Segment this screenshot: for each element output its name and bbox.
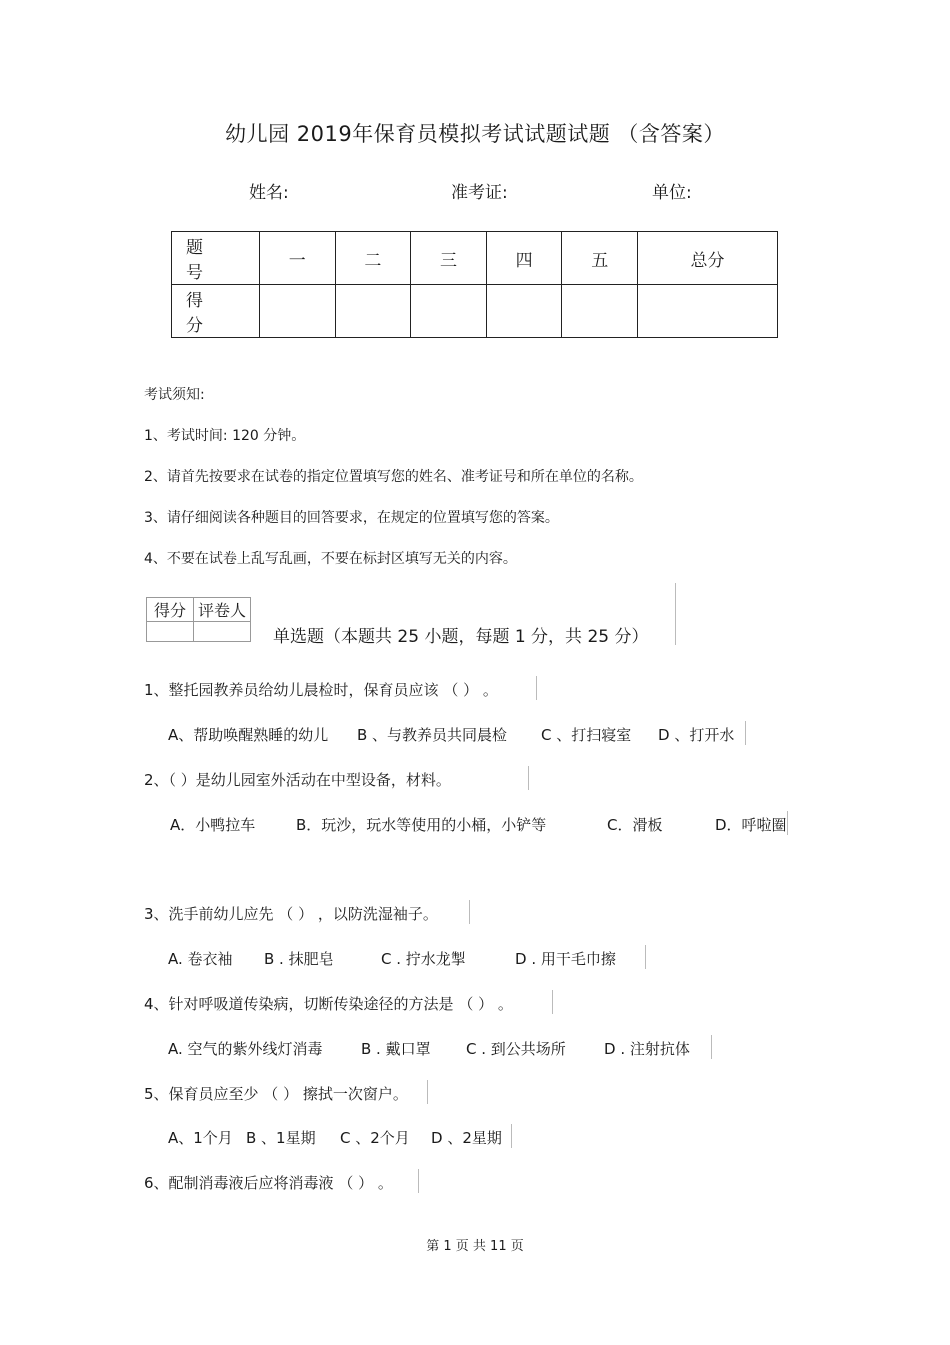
unit-field-label: 单位: xyxy=(652,183,692,203)
score-table-col-total: 总分 xyxy=(638,232,778,285)
option-d: D．呼啦圈 xyxy=(715,816,787,834)
divider xyxy=(418,1169,419,1193)
score-cell xyxy=(411,285,487,338)
score-table-score-label: 得 分 xyxy=(172,285,260,338)
score-table-col-5: 五 xyxy=(562,232,638,285)
notice-item: 2、请首先按要求在试卷的指定位置填写您的姓名、准考证号和所在单位的名称。 xyxy=(144,469,643,485)
score-table-col-1: 一 xyxy=(260,232,336,285)
notice-item: 1、考试时间: 120 分钟。 xyxy=(144,428,306,444)
question-stem: 3、洗手前幼儿应先 （ ） ，以防洗湿袖子。 xyxy=(144,905,438,923)
divider xyxy=(528,766,529,790)
option-c: C 、2个月 xyxy=(340,1129,410,1147)
divider xyxy=(469,900,470,924)
question-stem: 1、整托园教养员给幼儿晨检时，保育员应该 （ ） 。 xyxy=(144,681,498,699)
score-table-score-row xyxy=(172,285,778,338)
score-cell xyxy=(486,285,562,338)
option-c: C . 拧水龙掣 xyxy=(381,950,466,968)
grader-box xyxy=(146,597,251,642)
divider xyxy=(511,1124,512,1148)
option-a: A、1个月 xyxy=(168,1129,233,1147)
option-a: A. 空气的紫外线灯消毒 xyxy=(168,1040,323,1058)
option-a: A．小鸭拉车 xyxy=(170,816,256,834)
question-stem: 2、（ ）是幼儿园室外活动在中型设备，材料。 xyxy=(144,771,451,789)
option-b: B 、与教养员共同晨检 xyxy=(357,726,508,744)
score-table-col-4: 四 xyxy=(486,232,562,285)
question-stem: 4、针对呼吸道传染病，切断传染途径的方法是 （ ） 。 xyxy=(144,995,513,1013)
option-c: C 、打扫寝室 xyxy=(541,726,632,744)
option-d: D . 注射抗体 xyxy=(604,1040,690,1058)
notice-heading: 考试须知: xyxy=(144,387,205,403)
score-cell xyxy=(260,285,336,338)
score-cell xyxy=(638,285,778,338)
score-cell xyxy=(335,285,411,338)
option-b: B . 抹肥皂 xyxy=(264,950,334,968)
notice-item: 4、不要在试卷上乱写乱画，不要在标封区填写无关的内容。 xyxy=(144,551,517,567)
name-field-label: 姓名: xyxy=(249,183,289,203)
notice-item: 3、请仔细阅读各种题目的回答要求，在规定的位置填写您的答案。 xyxy=(144,510,559,526)
grader-name-cell xyxy=(194,622,251,642)
page-title: 幼儿园 2019年保育员模拟考试试题试题 （含答案） xyxy=(225,122,725,146)
question-stem: 6、配制消毒液后应将消毒液 （ ） 。 xyxy=(144,1174,393,1192)
score-table-col-2: 二 xyxy=(335,232,411,285)
score-table-header-row xyxy=(172,232,778,285)
question-stem: 5、保育员应至少 （ ） 擦拭一次窗户。 xyxy=(144,1085,408,1103)
divider xyxy=(536,676,537,700)
option-b: B . 戴口罩 xyxy=(361,1040,431,1058)
option-b: B 、1星期 xyxy=(246,1129,316,1147)
exam-id-field-label: 准考证: xyxy=(451,183,508,203)
score-cell xyxy=(562,285,638,338)
grader-score-cell xyxy=(147,622,194,642)
option-c: C . 到公共场所 xyxy=(466,1040,566,1058)
option-a: A、帮助唤醒熟睡的幼儿 xyxy=(168,726,329,744)
option-d: D 、2星期 xyxy=(431,1129,502,1147)
score-table-header-label: 题 号 xyxy=(172,232,260,285)
option-a: A. 卷衣袖 xyxy=(168,950,233,968)
option-c: C．滑板 xyxy=(607,816,663,834)
option-b: B．玩沙，玩水等使用的小桶，小铲等 xyxy=(296,816,547,834)
score-table xyxy=(171,231,778,338)
grader-name-label: 评卷人 xyxy=(194,598,251,622)
option-d: D . 用干毛巾擦 xyxy=(515,950,616,968)
divider xyxy=(787,811,788,835)
divider xyxy=(427,1080,428,1104)
score-table-col-3: 三 xyxy=(411,232,487,285)
page-footer: 第 1 页 共 11 页 xyxy=(426,1239,524,1254)
option-d: D 、打开水 xyxy=(658,726,735,744)
divider xyxy=(711,1035,712,1059)
divider xyxy=(552,990,553,1014)
divider xyxy=(745,721,746,745)
grader-score-label: 得分 xyxy=(147,598,194,622)
divider xyxy=(675,583,676,645)
section-title: 单选题（本题共 25 小题，每题 1 分，共 25 分） xyxy=(273,627,649,647)
divider xyxy=(645,945,646,969)
